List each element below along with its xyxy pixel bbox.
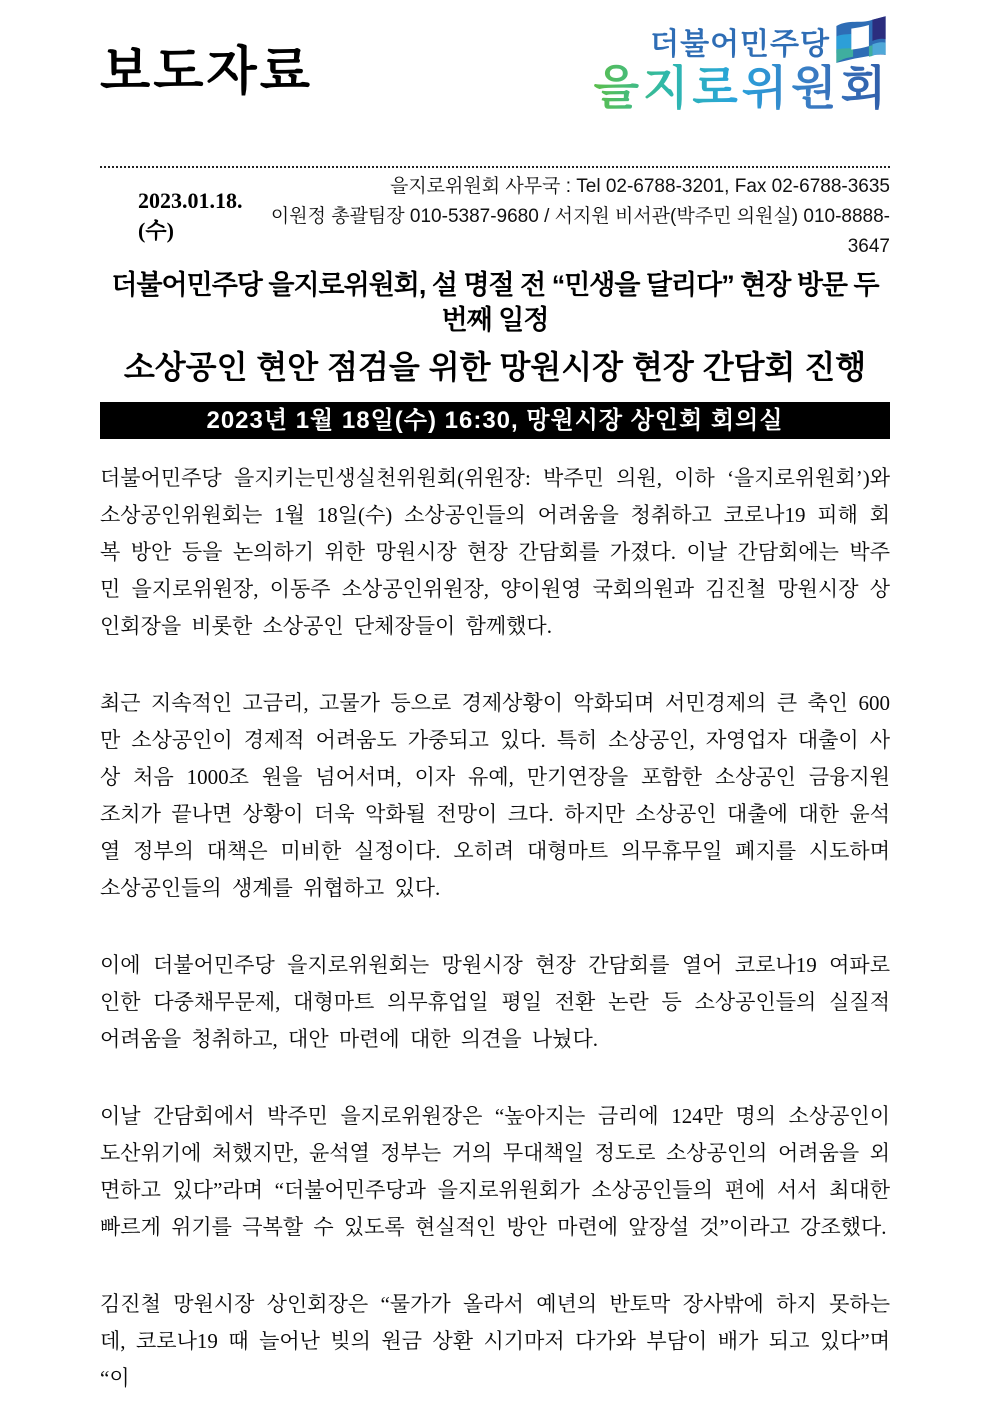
paragraph-2: 최근 지속적인 고금리, 고물가 등으로 경제상황이 악화되며 서민경제의 큰 축인 600만 소상공인이 경제적 어려움도 가중되고 있다. 특히 소상공인, 자영업자 대출이 사상 처음 1000조 원을 넘어서며, 이자 유예, 만기연장을 포함한 소상공인 금융지원 조치가 끝나면 상황이 더욱 악화될 전망이 크다. 하지만 소상공인 대출에 대한 윤석열 정부의 대책은 미비한 실정이다. 오히려 대형마트 의무휴무일 폐지를 시도하며 소상공인들의 생계를 위협하고 있다.: [100, 690, 890, 900]
paragraph-4: 이날 간담회에서 박주민 을지로위원장은 “높아지는 금리에 124만 명의 소상공인이 도산위기에 처했지만, 윤석열 정부는 거의 무대책일 정도로 소상공인의 어려움을 외면하고 있다”라며 “더불어민주당과 을지로위원회가 소상공인들의 편에 서서 최대한 빠르게 위기를 극복할 수 있도록 현실적인 방안 마련에 앞장설 것”이라고 강조했다.: [100, 1103, 890, 1239]
headline-title: 소상공인 현안 점검을 위한 망원시장 현장 간담회 진행: [123, 349, 867, 386]
paragraph-5: 김진철 망원시장 상인회장은 “물가가 올라서 예년의 반토막 장사밖에 하지 못하는데, 코로나19 때 늘어난 빚의 원금 상환 시기마저 다가와 부담이 배가 되고 있다”며 “이: [100, 1291, 890, 1390]
paragraph-3: 이에 더불어민주당 을지로위원회는 망원시장 현장 간담회를 열어 코로나19 여파로 인한 다중채무문제, 대형마트 의무휴업일 평일 전환 논란 등 소상공인들의 실질적 어려움을 청취하고, 대안 마련에 대한 의견을 나눴다.: [100, 952, 890, 1051]
paragraph-1: 더불어민주당 을지키는민생실천위원회(위원장: 박주민 의원, 이하 ‘을지로위원회’)와 소상공인위원회는 1월 18일(수) 소상공인들의 어려움을 청취하고 코로나19 피해 회복 방안 등을 논의하기 위한 망원시장 현장 간담회를 가졌다. 이날 간담회에는 박주민 을지로위원장, 이동주 소상공인위원장, 양이원영 국회의원과 김진철 망원시장 상인회장을 비롯한 소상공인 단체장들이 함께했다.: [100, 465, 890, 638]
party-flag-icon: [832, 12, 890, 68]
meta-row: [100, 172, 890, 257]
party-logo: [593, 0, 890, 114]
contact-line-office: 을지로위원회 사무국 : Tel 02-6788-3201, Fax 02-6788-3635: [389, 176, 890, 197]
event-info-bar: 2023년 1월 18일(수) 16:30, 망원시장 상인회 회의실: [100, 402, 890, 439]
document-date: 2023.01.18.(수): [138, 188, 243, 243]
header: [100, 0, 890, 168]
headline-subtitle: 더불어민주당 을지로위원회, 설 명절 전 “민생을 달리다” 현장 방문 두 번째 일정: [111, 270, 879, 336]
contact-info: [270, 172, 890, 262]
doc-type-title: 보도자료: [100, 43, 313, 101]
party-name-label: 더불어민주당: [650, 28, 830, 61]
committee-name-label: 을지로위원회: [593, 61, 890, 114]
contact-line-staff: 이원정 총괄팀장 010-5387-9680 / 서지원 비서관(박주민 의원실) 010-8888-3647: [270, 206, 890, 257]
body-text: [100, 460, 890, 1397]
party-logo-top-row: [650, 12, 890, 68]
